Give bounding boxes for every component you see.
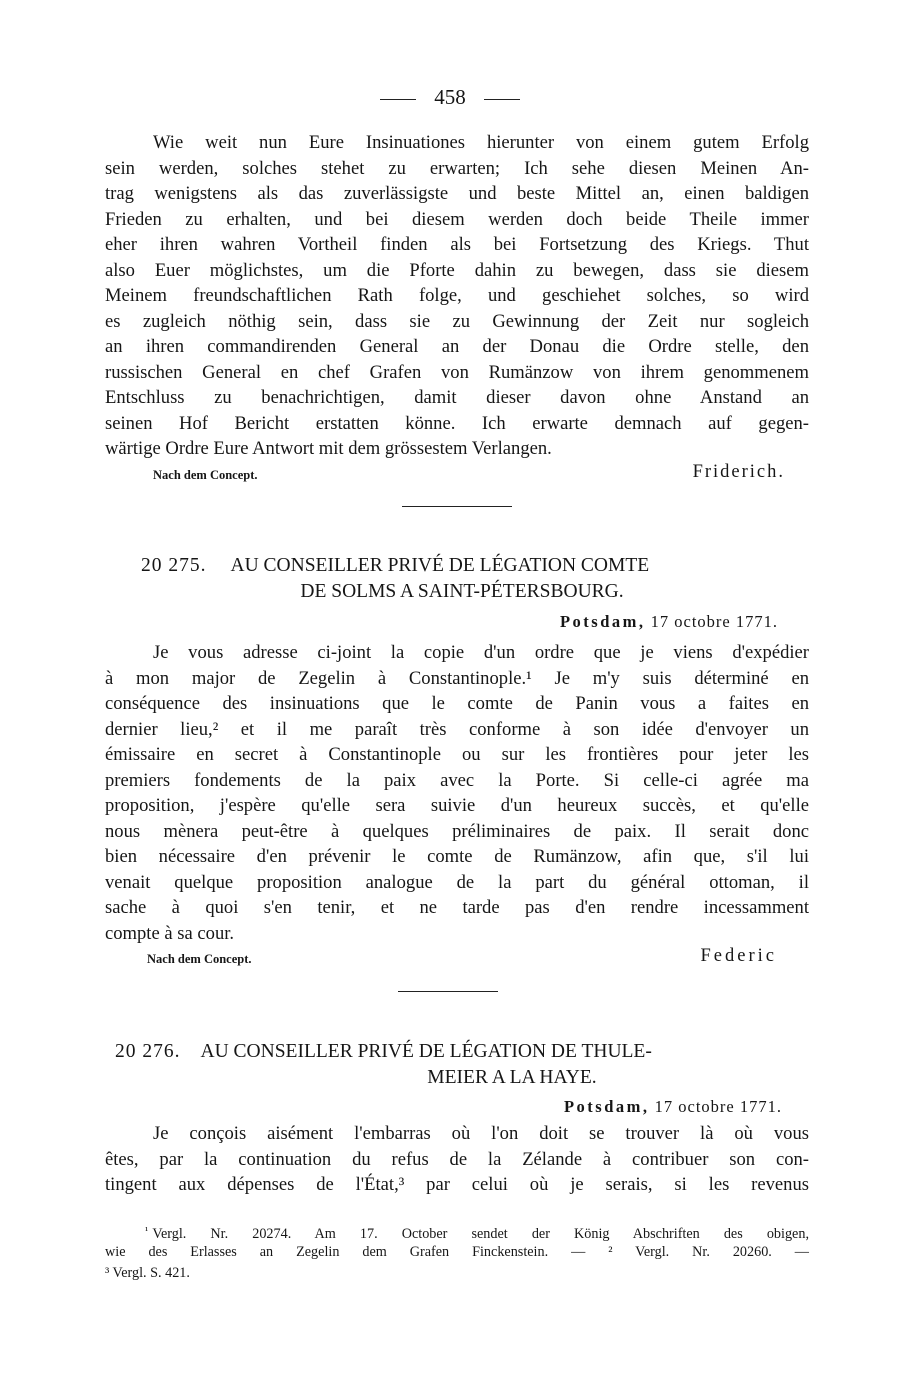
text-line: émissaire en secret à Constantinople ou sur les frontières pour jeter les [105, 744, 809, 765]
text-line: wärtige Ordre Eure Antwort mit dem grössestem Verlangen. [105, 438, 552, 459]
footnote-marker: ¹ [145, 1225, 149, 1237]
letter-heading-20276 [105, 1039, 809, 1091]
footnote-text: Vergl. Nr. 20274. Am 17. October sendet der König Abschriften des obigen, [152, 1226, 809, 1242]
signature: Federic [700, 946, 777, 966]
text-line: Entschluss zu benachrichtigen, damit dieser davon ohne Anstand an [105, 387, 809, 408]
footnote-line: wie des Erlasses an Zegelin dem Grafen Finckenstein. — ² Vergl. Nr. 20260. — [105, 1244, 809, 1260]
header-dash-right [484, 99, 520, 100]
text-line: eher ihren wahren Vortheil finden als bei Fortsetzung des Kriegs. Thut [105, 234, 809, 255]
text-line: êtes, par la continuation du refus de la Zélande à contribuer son con- [105, 1148, 809, 1170]
text-line: Meinem freundschaftlichen Rath folge, und geschiehet solches, so wird [105, 285, 809, 306]
source-note: Nach dem Concept. [153, 467, 258, 482]
header-dash-left [380, 99, 416, 100]
page-number: 458 [434, 85, 466, 109]
signature-row [105, 946, 809, 972]
section-divider [398, 991, 498, 992]
signature-row [105, 462, 809, 488]
heading-line [105, 553, 809, 579]
date-place: Potsdam, [563, 1097, 650, 1116]
heading-text: AU CONSEILLER PRIVÉ DE LÉGATION DE THULE- [200, 1041, 652, 1062]
signature: Friderich. [692, 461, 785, 482]
text-line: compte à sa cour. [105, 922, 235, 944]
text-line: es zugleich nöthig sein, dass sie zu Gewinnung der Zeit nur sogleich [105, 310, 809, 332]
heading-text: AU CONSEILLER PRIVÉ DE LÉGATION COMTE [230, 555, 650, 576]
heading-line: DE SOLMS A SAINT-PÉTERSBOURG. [300, 581, 624, 602]
text-line: Je conçois aisément l'embarras où l'on doit se trouver là où vous [153, 1123, 809, 1144]
text-line: russischen General en chef Grafen von Rumänzow von ihrem genommenem [105, 361, 809, 383]
letter-heading-20275 [105, 553, 809, 605]
text-line: sein werden, solches stehet zu erwarten; Ich sehe diesen Meinen An- [105, 157, 809, 179]
letter-number: 20 275. [141, 555, 207, 576]
text-line: Wie weit nun Eure Insinuationes hierunter von einem gutem Erfolg [153, 132, 809, 153]
text-line: Je vous adresse ci-joint la copie d'un ordre que je viens d'expédier [153, 642, 809, 663]
text-line: trag wenigstens als das zuverlässigste und beste Mittel an, einen baldigen [105, 183, 809, 204]
date: 17 octobre 1771. [650, 612, 778, 631]
heading-line: MEIER A LA HAYE. [427, 1067, 597, 1088]
letter-body-20276 [105, 1121, 809, 1198]
text-line: venait quelque proposition analogue de la part du général ottoman, il [105, 871, 809, 893]
text-line: Frieden zu erhalten, und bei diesem werden doch beide Theile immer [105, 208, 809, 230]
page-header [0, 84, 900, 110]
text-line: seinen Hof Bericht erstatten könne. Ich erwarte demnach auf gegen- [105, 412, 809, 434]
date: 17 octobre 1771. [654, 1097, 782, 1116]
date-place: Potsdam, [559, 612, 646, 631]
text-line: proposition, j'espère qu'elle sera suivie d'un heureux succès, et qu'elle [105, 795, 809, 816]
footnote-line: ³ Vergl. S. 421. [105, 1265, 190, 1281]
text-line: also Euer möglichstes, um die Pforte dahin zu bewegen, dass sie diesem [105, 259, 809, 281]
dateline [564, 1097, 782, 1117]
letter-body-20275 [105, 640, 809, 972]
heading-line [105, 1039, 809, 1065]
dateline [560, 612, 778, 632]
letter-continuation [105, 130, 809, 488]
letter-number: 20 276. [115, 1041, 181, 1062]
text-line: sache à quoi s'en tenir, et ne tarde pas d'en rendre incessamment [105, 897, 809, 918]
text-line: nous mènera peut-être à quelques préliminaires de paix. Il serait donc [105, 820, 809, 842]
section-divider [402, 506, 512, 507]
text-line: conséquence des insinuations que le comte de Panin vous a faites en [105, 693, 809, 714]
text-line: premiers fondements de la paix avec la Porte. Si celle-ci agrée ma [105, 769, 809, 791]
text-line: dernier lieu,² et il me paraît très conforme à son idée d'envoyer un [105, 718, 809, 740]
text-line: bien nécessaire d'en prévenir le comte de Rumänzow, afin que, s'il lui [105, 846, 809, 867]
text-line: tingent aux dépenses de l'État,³ par celui où je serais, si les revenus [105, 1174, 809, 1195]
text-line: à mon major de Zegelin à Constantinople.¹ Je m'y suis déterminé en [105, 667, 809, 689]
footnote-line [105, 1221, 809, 1242]
footnotes [105, 1221, 809, 1284]
text-line: an ihren commandirenden General an der Donau die Ordre stelle, den [105, 336, 809, 357]
source-note: Nach dem Concept. [147, 952, 252, 966]
